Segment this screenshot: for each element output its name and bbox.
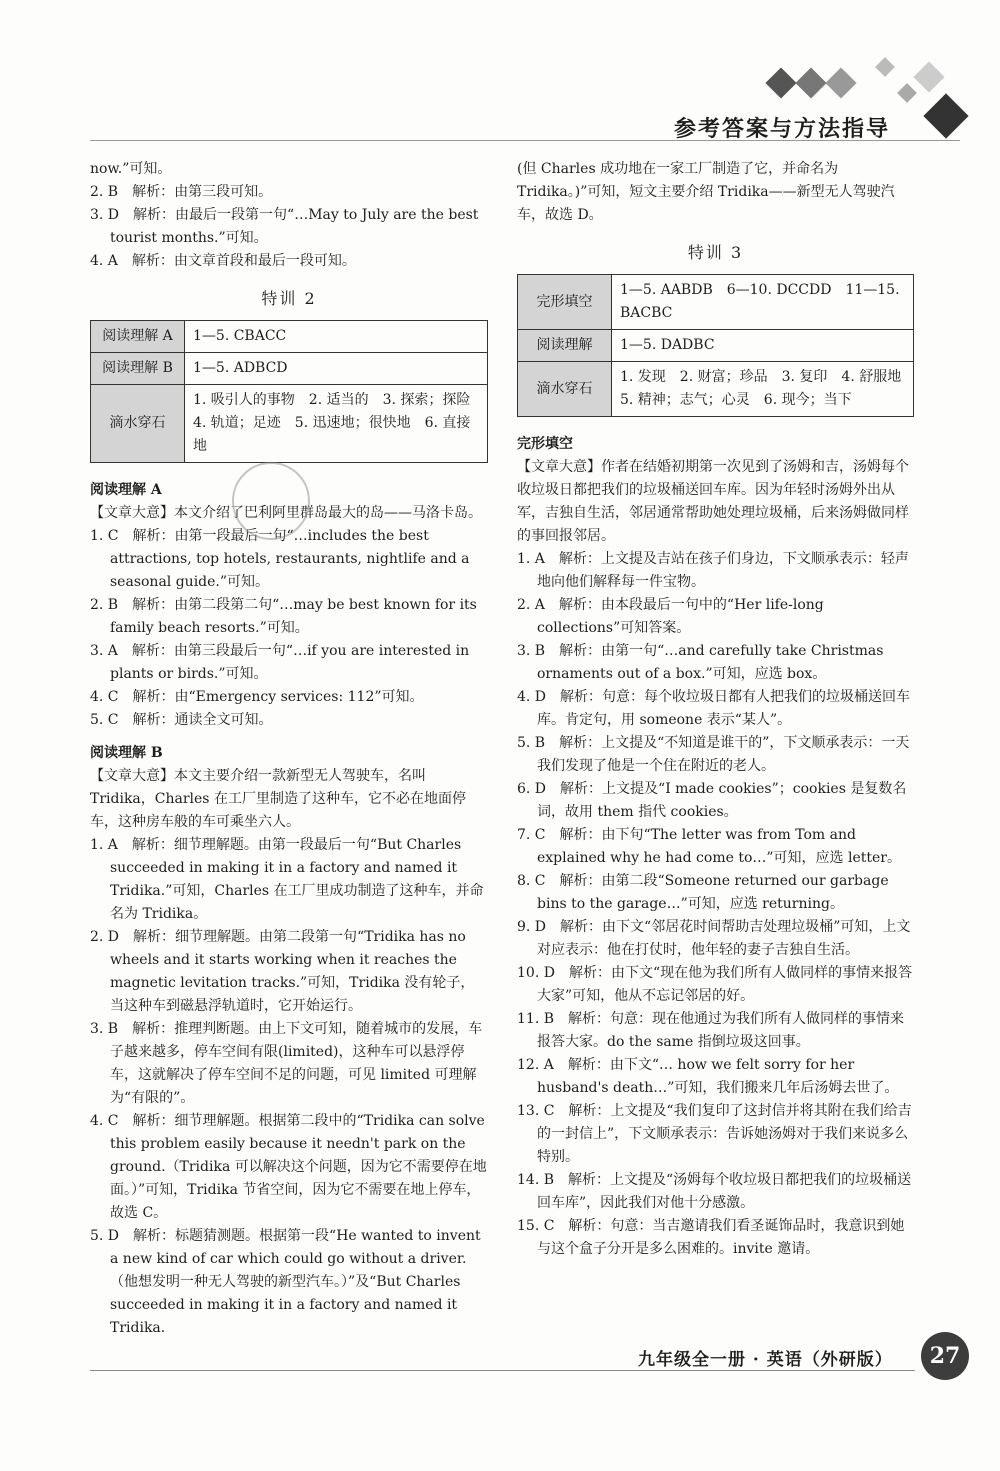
table-value: 1. 发现 2. 财富；珍品 3. 复印 4. 舒服地 5. 精神；志气；心灵 6. 现今；当下 [612, 362, 914, 417]
table-row [91, 321, 488, 353]
table-value: 1. 吸引人的事物 2. 适当的 3. 探索；探险 4. 轨道；足迹 5. 迅速地；很快地 6. 直接地 [185, 385, 488, 463]
right-column [517, 158, 914, 1261]
subsection-title: 阅读理解 B [90, 745, 163, 761]
answer-item: 2. D 解析：细节理解题。由第二段第一句“Tridika has no wheels and it starts working when it reaches the magnetic levitation tracks.”可知，Tridika 没有轮子，当这种车到磁悬浮轨道时，它开始运行。 [90, 929, 475, 1014]
header-diamond-decoration [875, 57, 895, 77]
table-key: 阅读理解 [518, 330, 612, 362]
header-divider [90, 140, 960, 141]
answer-table-2 [90, 320, 488, 463]
table-value: 1—5. CBACC [185, 321, 488, 353]
summary-paragraph: 【文章大意】本文主要介绍一款新型无人驾驶车，名叫 Tridika，Charles 在工厂里制造了这种车，它不必在地面停车，这种房车般的车可乘坐六人。 [90, 768, 466, 830]
table-value: 1—5. ADBCD [185, 353, 488, 385]
table-row [518, 362, 914, 417]
answer-item: 3. A 解析：由第三段最后一句“…if you are interested in plants or birds.”可知。 [90, 643, 470, 682]
section-title-3: 特训 3 [687, 243, 744, 262]
section-title-2: 特训 2 [261, 289, 317, 308]
table-row [518, 330, 914, 362]
answer-item: 2. B 解析：由第二段第二句“…may be best known for its family beach resorts.”可知。 [90, 597, 477, 636]
footer-book-title: 九年级全一册 · 英语（外研版） [638, 1350, 893, 1370]
answer-item: 1. A 解析：细节理解题。由第一段最后一句“But Charles succeeded in making it in a factory and named it Tridika.”可知，Charles 在工厂里成功制造了这种车，并命名为 Tridika。 [90, 837, 484, 922]
header-title: 参考答案与方法指导 [673, 116, 890, 142]
answer-item: 1. C 解析：由第一段最后一句“…includes the best attractions, top hotels, restaurants, nightlife and a seasonal guide.”可知。 [90, 528, 470, 590]
table-value: 1—5. DADBC [612, 330, 914, 362]
answer-item: 4. C 解析：细节理解题。根据第二段中的“Tridika can solve this problem easily because it needn't park on the ground.（Tridika 可以解决这个问题，因为它不需要停在地面。）”可知，Tridika 节省空间，因为它不需要在地上停车，故选 C。 [90, 1113, 487, 1221]
answer-item: 9. D 解析：由下文“邻居花时间帮助吉处理垃圾桶”可知，上文对应表示：他在打仗时，他年轻的妻子吉独自生活。 [517, 919, 911, 958]
table-key: 完形填空 [518, 275, 612, 330]
answer-item: 4. C 解析：由“Emergency services: 112”可知。 [90, 689, 424, 705]
table-key: 滴水穿石 [518, 362, 612, 417]
answer-item: 10. D 解析：由下文“现在他为我们所有人做同样的事情来报答大家”可知，他从不忘记邻居的好。 [517, 965, 913, 1004]
page-number: 27 [921, 1332, 969, 1380]
summary-paragraph: 【文章大意】本文介绍了巴利阿里群岛最大的岛——马洛卡岛。 [90, 505, 482, 521]
header-diamond-decoration [923, 93, 968, 138]
answer-item: 6. D 解析：上文提及“I made cookies”；cookies 是复数名词，故用 them 指代 cookies。 [517, 781, 907, 820]
subsection-title: 完形填空 [517, 436, 573, 452]
answer-item: 14. B 解析：上文提及“汤姆每个收垃圾日都把我们的垃圾桶送回车库”，因此我们对他十分感激。 [517, 1172, 912, 1211]
table-value: 1—5. AABDB 6—10. DCCDD 11—15. BACBC [612, 275, 914, 330]
answer-line: 3. D 解析：由最后一段第一句“…May to July are the best tourist months.”可知。 [90, 207, 479, 246]
answer-line: now.”可知。 [90, 161, 172, 177]
summary-paragraph: 【文章大意】作者在结婚初期第一次见到了汤姆和吉，汤姆每个收垃圾日都把我们的垃圾桶送回车库。因为年轻时汤姆外出从军，吉独自生活，邻居通常帮助她处理垃圾桶，后来汤姆做同样的事回报邻居。 [517, 459, 909, 544]
header-diamond-decoration [913, 61, 944, 92]
answer-item: 3. B 解析：推理判断题。由上下文可知，随着城市的发展，车子越来越多，停车空间有限(limited)，这种车可以悬浮停车，这就解决了停车空间不足的问题，可见 limited 可理解为“有限的”。 [90, 1021, 483, 1106]
answer-table-3 [517, 274, 914, 417]
answer-item: 12. A 解析：由下文“… how we felt sorry for her husband's death…”可知，我们搬来几年后汤姆去世了。 [517, 1057, 899, 1096]
answer-item: 11. B 解析：句意：现在他通过为我们所有人做同样的事情来报答大家。do the same 指倒垃圾这回事。 [517, 1011, 905, 1050]
answer-line: 4. A 解析：由文章首段和最后一段可知。 [90, 253, 356, 269]
table-key: 阅读理解 B [91, 353, 185, 385]
footer-divider [90, 1370, 915, 1371]
answer-item: 15. C 解析：句意：当吉邀请我们看圣诞饰品时，我意识到她与这个盒子分开是多么困难的。invite 邀请。 [517, 1218, 905, 1257]
header-diamond-decoration [795, 67, 826, 98]
answer-item: 4. D 解析：句意：每个收垃圾日都有人把我们的垃圾桶送回车库。肯定句，用 someone 表示“某人”。 [517, 689, 911, 728]
answer-item: 7. C 解析：由下句“The letter was from Tom and explained why he had come to…”可知，应选 letter。 [517, 827, 901, 866]
answer-item: 5. D 解析：标题猜测题。根据第一段“He wanted to invent a new kind of car which could go without a driver.（他想发明一种无人驾驶的新型汽车。）”及“But Charles succeeded in making it in a factory and named it Tridika. [90, 1228, 481, 1336]
table-key: 阅读理解 A [91, 321, 185, 353]
left-column [90, 158, 488, 1340]
header-diamond-decoration [765, 67, 796, 98]
table-row [91, 353, 488, 385]
answer-item: 3. B 解析：由第一句“…and carefully take Christmas ornaments out of a box.”可知，应选 box。 [517, 643, 884, 682]
table-key: 滴水穿石 [91, 385, 185, 463]
subsection-title: 阅读理解 A [90, 482, 162, 498]
answer-line: 2. B 解析：由第三段可知。 [90, 184, 273, 200]
answer-item: 5. B 解析：上文提及“不知道是谁干的”，下文顺承表示：一天我们发现了他是一个住在附近的老人。 [517, 735, 910, 774]
answer-item: 5. C 解析：通读全文可知。 [90, 712, 273, 728]
answer-item: 8. C 解析：由第二段“Someone returned our garbage bins to the garage…”可知，应选 returning。 [517, 873, 889, 912]
answer-item: 1. A 解析：上文提及吉站在孩子们身边，下文顺承表示：轻声地向他们解释每一件宝物。 [517, 551, 909, 590]
header-diamond-decoration [897, 83, 917, 103]
watermark-stamp [232, 462, 310, 540]
table-row [518, 275, 914, 330]
answer-item: 13. C 解析：上文提及“我们复印了这封信并将其附在我们给吉的一封信上”，下文顺承表示：告诉她汤姆对于我们来说多么特别。 [517, 1103, 912, 1165]
continued-text: (但 Charles 成功地在一家工厂制造了它，并命名为 Tridika。)”可知，短文主要介绍 Tridika——新型无人驾驶汽车，故选 D。 [517, 161, 895, 223]
answer-item: 2. A 解析：由本段最后一句中的“Her life-long collections”可知答案。 [517, 597, 824, 636]
table-row [91, 385, 488, 463]
header-diamond-decoration [825, 67, 856, 98]
